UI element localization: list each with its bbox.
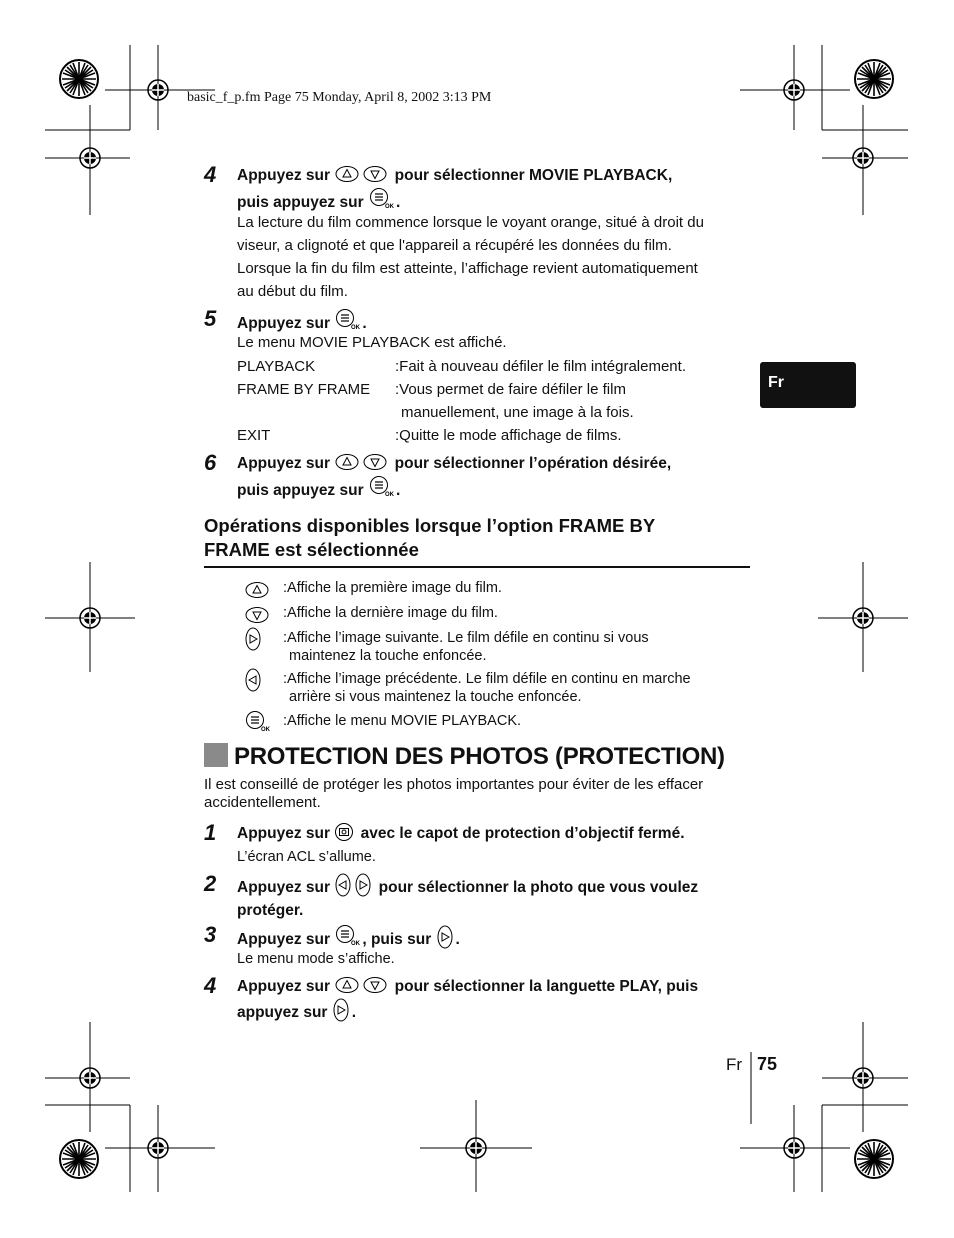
step-instruction: Appuyez sur pour sélectionner la photo que vous voulez protéger. bbox=[237, 873, 698, 922]
ok-menu-button-icon bbox=[335, 308, 361, 332]
step-number: 5 bbox=[204, 306, 217, 331]
option-desc: :Vous permet de faire défiler le film bbox=[395, 381, 626, 398]
step-number: 4 bbox=[204, 162, 217, 187]
step-description: Le menu mode s’affiche. bbox=[237, 951, 395, 967]
down-arrow-button-icon bbox=[245, 606, 271, 625]
down-arrow-button-icon bbox=[363, 453, 389, 472]
option-desc: :Quitte le mode affichage de films. bbox=[395, 427, 622, 444]
section-title: PROTECTION DES PHOTOS (PROTECTION) bbox=[204, 743, 725, 771]
option-key: FRAME BY FRAME bbox=[237, 381, 371, 398]
up-arrow-button-icon bbox=[335, 453, 361, 472]
step-instruction: Appuyez sur pour sélectionner l’opération désirée, puis appuyez sur . bbox=[237, 455, 672, 499]
down-arrow-button-icon bbox=[363, 165, 389, 184]
footer-language: Fr bbox=[726, 1055, 743, 1074]
right-arrow-button-icon bbox=[333, 998, 351, 1024]
operation-desc-cont: arrière si vous maintenez la touche enfoncée. bbox=[289, 689, 582, 705]
option-key: EXIT bbox=[237, 427, 271, 444]
ok-menu-button-icon bbox=[335, 924, 361, 948]
step-instruction: Appuyez sur pour sélectionner MOVIE PLAYBACK, puis appuyez sur . bbox=[237, 167, 673, 211]
left-arrow-button-icon bbox=[335, 873, 353, 899]
ok-menu-button-icon bbox=[369, 475, 395, 499]
section-marker bbox=[204, 743, 228, 767]
step-number: 6 bbox=[204, 450, 217, 475]
ok-menu-button-icon bbox=[245, 710, 271, 734]
left-arrow-button-icon bbox=[245, 668, 263, 694]
step-description: L’écran ACL s’allume. bbox=[237, 849, 376, 865]
operation-desc: :Affiche l’image suivante. Le film défile en continu si vous bbox=[283, 630, 649, 646]
language-tab-label: Fr bbox=[768, 374, 784, 391]
operation-desc-cont: maintenez la touche enfoncée. bbox=[289, 648, 487, 664]
step-instruction: Appuyez sur . bbox=[237, 308, 367, 335]
page-number: 75 bbox=[757, 1054, 778, 1074]
option-desc: :Fait à nouveau défiler le film intégralement. bbox=[395, 358, 686, 375]
operation-desc: :Affiche la dernière image du film. bbox=[283, 605, 498, 621]
operation-desc: :Affiche la première image du film. bbox=[283, 580, 502, 596]
section-intro: Il est conseillé de protéger les photos importantes pour éviter de les effacer accidentellement. bbox=[204, 776, 704, 811]
up-arrow-button-icon bbox=[245, 581, 271, 600]
right-arrow-button-icon bbox=[355, 873, 373, 899]
step-instruction: Appuyez sur , puis sur . bbox=[237, 924, 460, 951]
operation-desc: :Affiche le menu MOVIE PLAYBACK. bbox=[283, 713, 522, 729]
step-number: 1 bbox=[204, 820, 217, 845]
right-arrow-button-icon bbox=[437, 925, 455, 951]
subsection-title: Opérations disponibles lorsque l’option FRAME BY FRAME est sélectionnée bbox=[204, 515, 656, 560]
step-number: 2 bbox=[204, 871, 217, 896]
step-instruction: Appuyez sur avec le capot de protection d’objectif fermé. bbox=[237, 822, 685, 845]
up-arrow-button-icon bbox=[335, 165, 361, 184]
file-info-header: basic_f_p.fm Page 75 Monday, April 8, 2002 3:13 PM bbox=[187, 90, 492, 105]
up-arrow-button-icon bbox=[335, 976, 361, 995]
language-tab bbox=[760, 362, 856, 408]
step-description: La lecture du film commence lorsque le voyant orange, situé à droit du viseur, a clignoté et que l'appareil a récupéré les données du film. Lorsque la fin du film est atteinte, l’affichage revient automatiquement au début du film. bbox=[237, 214, 704, 300]
right-arrow-button-icon bbox=[245, 627, 263, 653]
subsection-rule bbox=[204, 566, 750, 568]
step-instruction: Appuyez sur pour sélectionner la languette PLAY, puis appuyez sur . bbox=[237, 975, 698, 1024]
monitor-button-icon bbox=[335, 822, 355, 842]
option-desc-cont: manuellement, une image à la fois. bbox=[401, 404, 634, 421]
ok-menu-button-icon bbox=[369, 187, 395, 211]
step-number: 4 bbox=[204, 973, 217, 998]
step-number: 3 bbox=[204, 922, 217, 947]
step-description: Le menu MOVIE PLAYBACK est affiché. bbox=[237, 334, 507, 351]
option-key: PLAYBACK bbox=[237, 358, 316, 375]
operation-desc: :Affiche l’image précédente. Le film défile en continu en marche bbox=[283, 671, 691, 687]
down-arrow-button-icon bbox=[363, 976, 389, 995]
